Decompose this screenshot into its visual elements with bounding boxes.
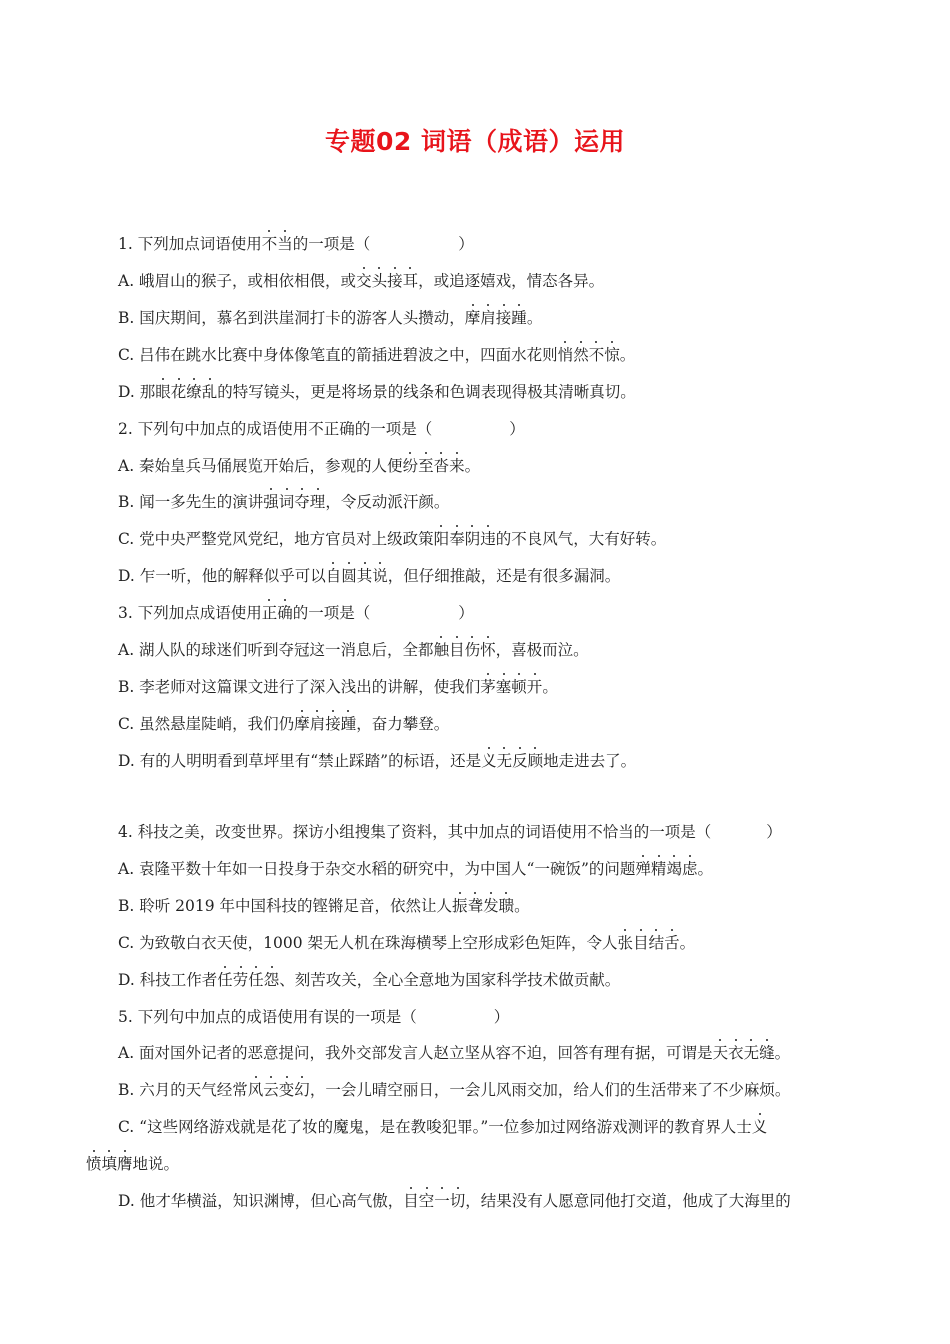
text-line: A. 峨眉山的猴子，或相依相偎，或交头接耳，或追逐嬉戏，情态各异。	[118, 272, 605, 290]
text-line: C. 吕伟在跳水比赛中身体像笔直的箭插进碧波之中，四面水花则悄然不惊。	[118, 346, 636, 364]
text-line: 1. 下列加点词语使用不当的一项是（ ）	[118, 235, 474, 253]
text-line: D. 有的人明明看到草坪里有“禁止踩踏”的标语，还是义无反顾地走进去了。	[118, 752, 637, 770]
text-line: D. 科技工作者任劳任怨、刻苦攻关，全心全意地为国家科学技术做贡献。	[118, 971, 621, 989]
emphasized-term: 悄然不惊	[557, 346, 620, 364]
page-title: 专题02 词语（成语）运用	[325, 127, 625, 156]
emphasized-term: 义	[751, 1118, 768, 1136]
text-line: 3. 下列加点成语使用正确的一项是（ ）	[118, 604, 474, 622]
text-line: B. 闻一多先生的演讲强词夺理，令反动派汗颜。	[118, 493, 450, 511]
emphasized-term: 自圆其说	[325, 567, 388, 585]
text-line: 5. 下列句中加点的成语使用有误的一项是（ ）	[118, 1008, 510, 1026]
emphasized-term: 正确	[261, 604, 293, 622]
text-line: D. 他才华横溢，知识渊博，但心高气傲，目空一切，结果没有人愿意同他打交道，他成了大海里的	[118, 1192, 791, 1210]
text-line: B. 六月的天气经常风云变幻，一会儿晴空丽日，一会儿风雨交加，给人们的生活带来了不少麻烦。	[118, 1081, 791, 1099]
emphasized-term: 张目结舌	[617, 934, 680, 952]
emphasized-term: 阳奉阴违	[433, 530, 496, 548]
text-line: B. 李老师对这篇课文进行了深入浅出的讲解，使我们茅塞顿开。	[118, 678, 558, 696]
emphasized-term: 交头接耳	[356, 272, 419, 290]
emphasized-term: 任劳任怨	[217, 971, 280, 989]
text-line: A. 秦始皇兵马俑展览开始后，参观的人便纷至沓来。	[118, 457, 481, 475]
text-line: B. 聆听 2019 年中国科技的铿锵足音，依然让人振聋发聩。	[118, 897, 530, 915]
emphasized-term: 振聋发聩	[452, 897, 515, 915]
text-line: A. 袁隆平数十年如一日投身于杂交水稻的研究中，为中国人“一碗饭”的问题殚精竭虑。	[118, 860, 713, 878]
emphasized-term: 愤填膺	[86, 1155, 133, 1173]
emphasized-term: 摩肩接踵	[294, 715, 357, 733]
text-line: C. 虽然悬崖陡峭，我们仍摩肩接踵，奋力攀登。	[118, 715, 450, 733]
emphasized-term: 摩肩接踵	[464, 309, 527, 327]
emphasized-term: 目空一切	[403, 1192, 466, 1210]
text-line: D. 乍一听，他的解释似乎可以自圆其说，但仔细推敲，还是有很多漏洞。	[118, 567, 621, 585]
emphasized-term: 触目伤怀	[433, 641, 496, 659]
emphasized-term: 不当	[261, 235, 293, 253]
emphasized-term: 眼花缭乱	[155, 383, 218, 401]
text-line: C. “这些网络游戏就是花了妆的魔鬼，是在教唆犯罪。”一位参加过网络游戏测评的教育界人士义	[118, 1118, 768, 1136]
text-line: D. 那眼花缭乱的特写镜头，更是将场景的线条和色调表现得极其清晰真切。	[118, 383, 636, 401]
emphasized-term: 茅塞顿开	[480, 678, 543, 696]
text-line: 愤填膺地说。	[86, 1155, 180, 1173]
text-line: 4. 科技之美，改变世界。探访小组搜集了资料，其中加点的词语使用不恰当的一项是（ ）	[118, 823, 782, 841]
emphasized-term: 强词夺理	[263, 493, 326, 511]
text-line: C. 党中央严整党风党纪，地方官员对上级政策阳奉阴违的不良风气，大有好转。	[118, 530, 667, 548]
emphasized-term: 义无反顾	[481, 752, 544, 770]
text-line: B. 国庆期间，慕名到洪崖洞打卡的游客人头攒动，摩肩接踵。	[118, 309, 543, 327]
text-line: A. 面对国外记者的恶意提问，我外交部发言人赵立坚从容不迫，回答有理有据，可谓是天衣无缝。	[118, 1044, 791, 1062]
emphasized-term: 殚精竭虑	[635, 860, 698, 878]
emphasized-term: 纷至沓来	[402, 457, 465, 475]
text-line: A. 湖人队的球迷们听到夺冠这一消息后，全都触目伤怀，喜极而泣。	[118, 641, 589, 659]
text-line: C. 为致敬白衣天使，1000 架无人机在珠海横琴上空形成彩色矩阵，令人张目结舌。	[118, 934, 696, 952]
text-line: 2. 下列句中加点的成语使用不正确的一项是（ ）	[118, 420, 525, 438]
emphasized-term: 风云变幻	[247, 1081, 310, 1099]
emphasized-term: 天衣无缝	[712, 1044, 775, 1062]
